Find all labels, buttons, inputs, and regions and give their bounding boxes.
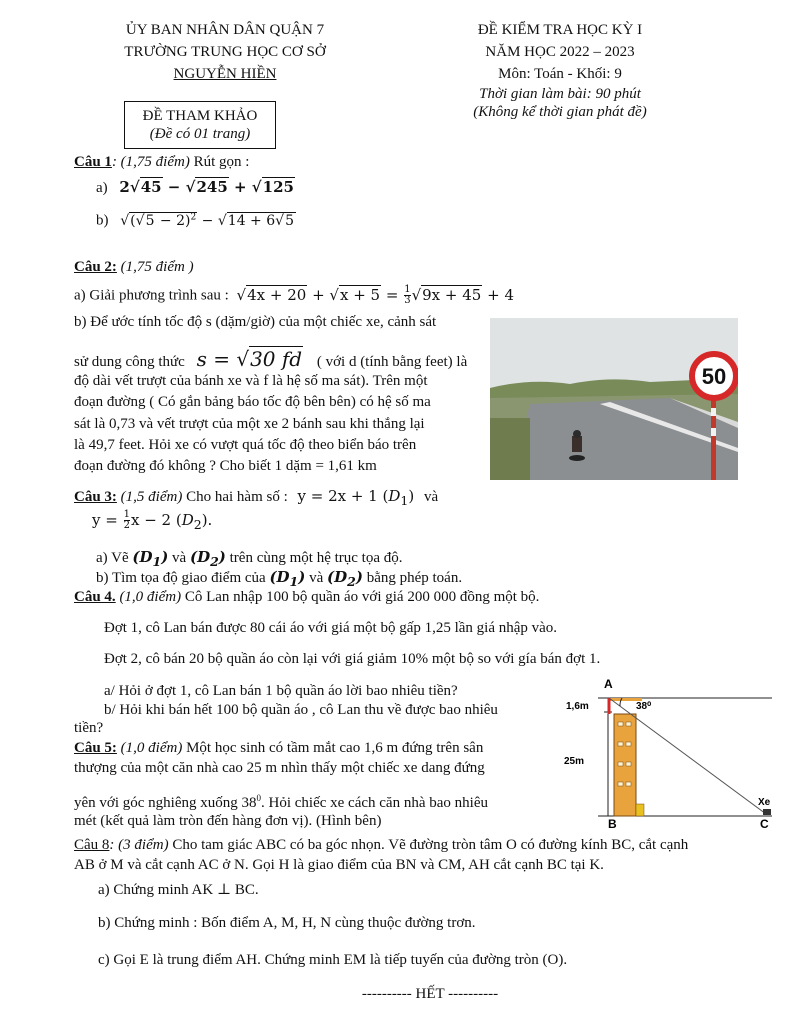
q3-a-end: trên cùng một hệ trục tọa độ. [229,550,403,566]
q8-text-1: Cho tam giác ABC có ba góc nhọn. Vẽ đường tròn tâm O có đường kính BC, cắt cạnh [168,837,689,853]
duration: Thời gian làm bài: 90 phút [479,86,641,102]
point-b-label: B [608,817,617,831]
building-figure [560,676,785,834]
q3-b-end: bằng phép toán. [366,570,463,586]
road-photo [490,318,738,480]
point-c-label: C [760,817,769,831]
q8-meta: : (3 điểm) [109,837,169,853]
q3-heading [74,487,438,508]
q8-line2: AB ở M và cắt cạnh AC ở N. Gọi H là giao điểm của BN và CM, AH cắt cạnh BC tại K. [74,857,604,873]
q3-b-text: b) Tìm tọa độ giao điểm của [96,570,266,586]
q2-b-line1: b) Để ước tính tốc độ s (dặm/giờ) của một chiếc xe, cảnh sát [74,314,437,330]
q5-text-3: yên với góc nghiêng xuống 38 [74,795,257,811]
q8-a: a) Chứng minh AK ⊥ BC. [98,882,259,898]
point-a-label: A [604,677,613,691]
q3-a [96,548,403,569]
q3-b-d2: $(D_2)$ [327,568,363,589]
q2-heading [74,259,194,276]
q8-c: c) Gọi E là trung điểm AH. Chứng minh EM là tiếp tuyến của đường tròn (O). [98,952,568,968]
q2-b-line5: sát là 0,73 và vết trượt của một xe 2 bánh sau khi thắng lại [74,416,425,432]
q1-a [96,178,295,197]
speed-limit-value: 50 [701,364,727,389]
road-scene [490,318,738,480]
q2-b-line2 [74,347,467,371]
reference-title: ĐỀ THAM KHẢO [142,108,258,124]
q1-a-label: a) [96,180,108,196]
q3-a-d2: $(D_2)$ [189,548,226,569]
building-height-label: 25m [564,756,585,767]
q3-a-and: và [172,550,187,566]
q3-b-and: và [309,570,324,586]
q2-b-line7: đoạn đường đó không ? Cho biết 1 dặm = 1,61 km [74,458,377,474]
q2-a-text: a) Giải phương trình sau : [74,287,229,304]
q3-meta: (1,5 điểm) [116,489,183,505]
q1-label: Câu 1 [74,154,112,170]
q2-label: Câu 2: [74,259,117,275]
q3-b [96,568,462,589]
q3-a-d1: $(D_1)$ [132,548,169,569]
q4-qb: b/ Hỏi khi bán hết 100 bộ quần áo , cô Lan thu về được bao nhiêu [104,702,498,718]
building [614,714,636,816]
school-name [70,66,380,83]
q4-line1: Đợt 1, cô Lan bán được 80 cái áo với giá một bộ gấp 1,25 lần giá nhập vào. [104,620,558,636]
speed-formula: s = √30 fd [196,347,303,371]
q3-function-1: y = 2x + 1 $(D_1)$ [297,487,415,508]
q1-b [96,212,296,230]
q4-text: Cô Lan nhập 100 bộ quần áo với giá 200 000 đồng một bộ. [181,589,540,605]
q2-meta: (1,75 điểm ) [116,259,194,275]
q2-formula-note: ( với d (tính bằng feet) là [316,354,468,370]
school-name-text: NGUYỄN HIỀN [173,66,277,82]
reference-box [124,101,276,149]
q1-b-expr: $√(√5 - 2)^2 - √14 + 6√5$ [120,212,294,229]
q2-b-line3: độ dài vết trượt của bánh xe và f là hệ số ma sát). Trên một [74,373,428,389]
angle-label: 38⁰ [636,701,652,712]
q4-label: Câu 4. [74,589,116,605]
q4-heading [74,589,539,606]
q4-line2: Đợt 2, cô bán 20 bộ quần áo còn lại với giá giảm 10% một bộ so với gía bán đợt 1. [104,651,601,667]
q2-b-line6: là 49,7 feet. Hỏi xe có vượt quá tốc độ theo biển báo trên [74,437,417,453]
q8-label: Câu 8 [74,837,110,853]
q5-text-3-end: . Hỏi chiếc xe cách căn nhà bao nhiêu [261,795,488,811]
exam-title: ĐỀ KIỂM TRA HỌC KỲ I [477,22,643,38]
q5-label: Câu 5: [74,740,117,756]
q2-formula-intro: sử dung công thức [74,354,185,370]
eye-height-label: 1,6m [566,701,589,712]
q2-a [74,285,514,306]
q5-line1 [74,740,483,757]
q3-and: và [423,489,439,505]
q1-text: Rút gọn : [189,154,250,170]
q8-b: b) Chứng minh : Bốn điểm A, M, H, N cùng thuộc đường trơn. [98,915,476,931]
q5-line3 [74,793,488,812]
dept-line: ỦY BAN NHÂN DÂN QUẬN 7 [125,22,325,38]
q3-function-2: y = $\frac{1}{2}$ x − 2 $(D_2)$. [92,509,213,532]
q1-b-label: b) [96,212,109,229]
q3-text: Cho hai hàm số : [182,489,288,505]
reference-subtitle: (Đề có 01 trang) [149,126,251,142]
q5-meta: (1,0 điểm) [116,740,183,756]
q1-a-expr: 2√45 − √245 + √125 [119,178,294,196]
car-icon [763,809,771,815]
q1-heading [74,154,249,171]
q4-meta: (1,0 điểm) [115,589,182,605]
q4-qb2: tiền? [74,720,104,736]
school-line: TRƯỜNG TRUNG HỌC CƠ SỞ [124,44,326,60]
q2-a-equation: √4x + 20 + √x + 5 = $\frac{1}{3}$ √9x + 45 + 4 [236,284,514,306]
q5-line2: thượng của một căn nhà cao 25 m nhìn thấy một chiếc xe dang đứng [74,760,485,776]
q3-b-d1: $(D_1)$ [269,568,306,589]
end-marker: ---------- HẾT ---------- [361,986,499,1002]
q5-degree: 0 [256,793,261,803]
q1-meta: : (1,75 điểm) [111,154,190,170]
subject-grade: Môn: Toán - Khối: 9 [498,66,622,82]
q3-label: Câu 3: [74,489,117,505]
car-label: Xe [758,797,771,808]
duration-note: (Không kể thời gian phát đề) [473,104,647,120]
q3-function-2-line [92,510,212,532]
q5-line4: mét (kết quả làm tròn đến hàng đơn vị). (Hình bên) [74,813,382,829]
q8-line1 [74,837,688,854]
q3-a-text: a) Vẽ [96,550,129,566]
school-year: NĂM HỌC 2022 – 2023 [485,44,635,60]
q5-text-1: Một học sinh có tầm mắt cao 1,6 m đứng trên sân [182,740,484,756]
q4-qa: a/ Hỏi ở đợt 1, cô Lan bán 1 bộ quần áo lời bao nhiêu tiền? [104,683,458,699]
q2-b-line4: đoạn đường ( Có gắn bảng báo tốc độ bên bên) có hệ số ma [74,394,431,410]
